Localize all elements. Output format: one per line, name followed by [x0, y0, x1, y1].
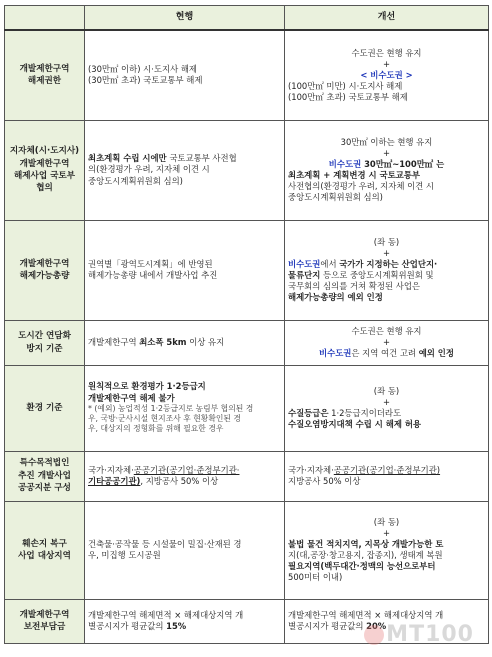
improved-cell: (좌 동) + 불법 물건 적치지역, 지목상 개발가능한 토 지(대,공장·창고용지, 잡종지), 생태계 복원 필요지역(백두대간·정맥의 능선으로부터 500미터 이내) [285, 501, 489, 599]
row-label: 지자체(시·도지사) 개발제한구역 해제사업 국토부 협의 [5, 120, 85, 220]
table-row [5, 451, 489, 501]
policy-comparison-table [4, 5, 489, 644]
header-empty-cell [5, 6, 85, 31]
improved-cell: (좌 동) + 비수도권에서 국가가 지정하는 산업단지· 물류단지 등으로 중앙도시계획위원회 및 국무회의 심의를 거쳐 확정된 사업은 해제가능총량의 예외 인정 [285, 220, 489, 320]
table-row [5, 501, 489, 599]
improved-cell: 개발제한구역 해제면적 × 해제대상지역 개 별공시지가 평균값의 20% [285, 599, 489, 643]
row-label: 환경 기준 [5, 365, 85, 451]
header-current: 현행 [85, 6, 285, 31]
row-label: 훼손지 복구 사업 대상지역 [5, 501, 85, 599]
watermark-ball-icon [364, 625, 384, 645]
improved-cell: 수도권은 현행 유지 + 비수도권은 지역 여건 고려 예외 인정 [285, 320, 489, 365]
improved-cell: (좌 동) + 수질등급은 1·2등급지이더라도 수질오염방지대책 수립 시 해제 허용 [285, 365, 489, 451]
row-label: 개발제한구역 해제가능총량 [5, 220, 85, 320]
improved-cell: 수도권은 현행 유지 + < 비수도권 > (100만㎡ 미만) 시·도지사 해제 (100만㎡ 초과) 국토교통부 해제 [285, 30, 489, 120]
header-improved: 개선 [285, 6, 489, 31]
current-cell: 건축물·공작물 등 시설물이 밀집·산재된 경 우, 미집행 도시공원 [85, 501, 285, 599]
current-cell: 국가·지자체·공공기관(공기업·준정부기관· 기타공공기관), 지방공사 50% 이상 [85, 451, 285, 501]
table-row [5, 220, 489, 320]
row-label: 도시간 연담화 방지 기준 [5, 320, 85, 365]
table-row [5, 365, 489, 451]
watermark-logo: MT100 [364, 622, 474, 647]
table-row [5, 120, 489, 220]
improved-cell: 국가·지자체·공공기관(공기업·준정부기관) 지방공사 50% 이상 [285, 451, 489, 501]
current-cell: 원칙적으로 환경평가 1·2등급지 개발제한구역 해제 불가 * (예외) 농업적성 1·2등급지로 농림부 협의된 경 우, 국방·군사시설 현지조사 후 현황확인된 경 우, 대상지의 정형화를 위해 필요한 경우 [85, 365, 285, 451]
current-cell: 개발제한구역 최소폭 5km 이상 유지 [85, 320, 285, 365]
table-row [5, 30, 489, 120]
current-cell: 최초계획 수립 시에만 국토교통부 사전협 의(환경평가 우려, 지자체 이견 시 중앙도시계획위원회 심의) [85, 120, 285, 220]
row-label: 특수목적법인 추진 개발사업 공공지분 구성 [5, 451, 85, 501]
current-cell: (30만㎡ 이하) 시·도지사 해제 (30만㎡ 초과) 국토교통부 해제 [85, 30, 285, 120]
current-cell: 권역별「광역도시계획」에 반영된 해제가능총량 내에서 개발사업 추진 [85, 220, 285, 320]
row-label: 개발제한구역 보전부담금 [5, 599, 85, 643]
table-header-row [5, 6, 489, 31]
table-row [5, 320, 489, 365]
current-cell: 개발제한구역 해제면적 × 해제대상지역 개 별공시지가 평균값의 15% [85, 599, 285, 643]
improved-cell: 30만㎡ 이하는 현행 유지 + 비수도권 30만㎡~100만㎡ 는 최초계획 + 계획변경 시 국토교통부 사전협의(환경평가 우려, 지자체 이견 시 중앙도시계획위원회 심의) [285, 120, 489, 220]
row-label: 개발제한구역 해제권한 [5, 30, 85, 120]
